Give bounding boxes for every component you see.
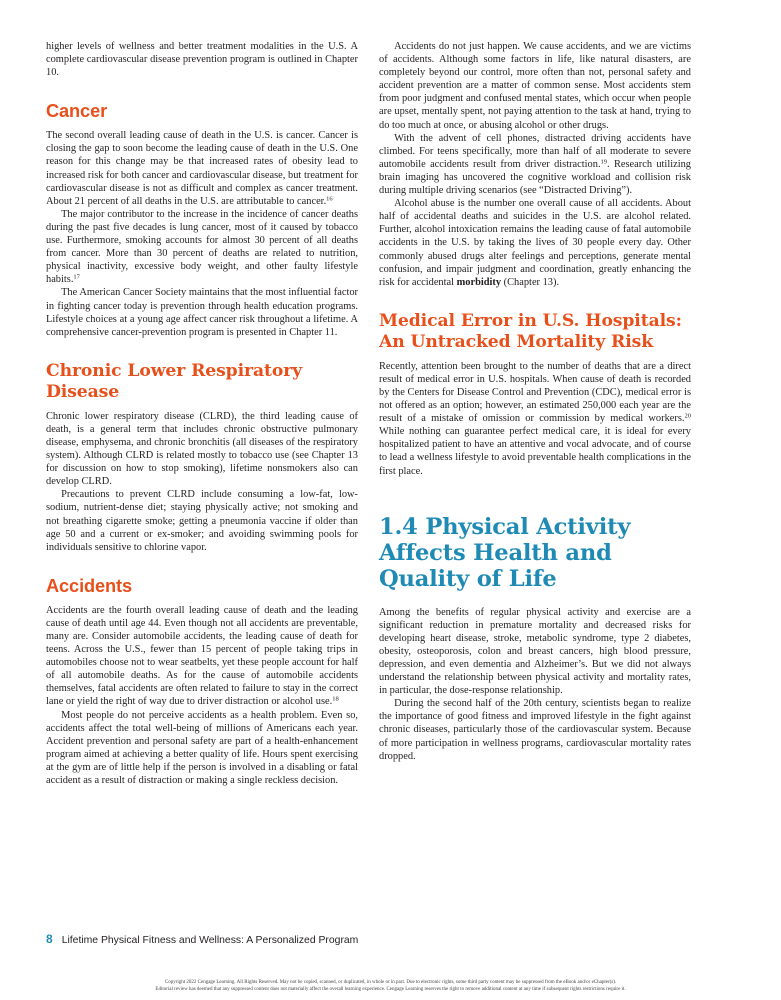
- medical-error-paragraph: Recently, attention been brought to the number of deaths that are a direct result of medical error in U.S. hospitals. When cause of death is recorded by the Centers for Disease Control and Prevention (CDC), medical error is not offered as an option; however, an estimated 250,000 each year are the result of a mistake of omission or commission by medical workers.$^{20}$ While nothing can guarantee perfect medical care, it is ideal for every hospitalized patient to have an attentive and vocal advocate, and of course to lead a wellness lifestyle to avoid preventable health complications in the first place.: [379, 360, 691, 477]
- clrd-paragraph-1: Chronic lower respiratory disease (CLRD), the third leading cause of death, is a general term that includes chronic obstructive pulmonary disease, emphysema, and chronic bronchitis (all diseases of the respiratory system). Although CLRD is related mostly to tobacco use (see Chapter 13 for discussion on how to stop smoking), lifetime nonsmokers also can develop CLRD.: [46, 410, 358, 488]
- accidents-paragraph-1: Accidents are the fourth overall leading cause of death and the leading cause of death until age 44. Even though not all accidents are preventable, many are. Consider automobile accidents, the leading cause of death for teens. Across the U.S., fewer than 15 percent of people taking trips in automobiles choose not to wear seatbelts, yet these people account for half of all automobile deaths. As for the cause of automobile accidents themselves, fatal accidents are often related to failure to stay in the correct lane or yield the right of way due to driver distraction or alcohol use.$^{18}$: [46, 604, 358, 708]
- cancer-paragraph-1: The second overall leading cause of death in the U.S. is cancer. Cancer is closing the gap to soon become the leading cause of death in the U.S. One reason for this change may be that increased rates of obesity lead to increased risk for both cancer and cardiovascular disease, but treatment for cardiovascular disease is not as difficult and complex as cancer treatment. About 21 percent of all deaths in the U.S. are attributable to cancer.$^{16}$: [46, 130, 358, 207]
- copyright-notice: [40, 979, 741, 993]
- clrd-heading: Chronic Lower Respiratory Disease: [46, 360, 303, 402]
- physical-activity-paragraph-2: During the second half of the 20th century, scientists began to realize the importance of good fitness and improved lifestyle in the fight against chronic diseases, particularly those of the cardiovascular system. Because of more participation in wellness programs, cardiovascular mortality rates dropped.: [379, 698, 691, 762]
- clrd-paragraph-2: Precautions to prevent CLRD include consuming a low-fat, low-sodium, nutrient-dense diet; staying physically active; not smoking and not breathing cigarette smoke; getting a pneumonia vaccine if older than age 50 and a current or ex-smoker; and avoiding swimming pools for individuals sensitive to chlorine vapor.: [46, 489, 358, 553]
- page-number: 8: [46, 932, 53, 946]
- citation-17: 17: [73, 273, 80, 281]
- cancer-paragraph-3: The American Cancer Society maintains that the most influential factor in fighting cancer today is prevention through health education programs. Lifestyle choices at a young age affect cancer risk throughout a lifetime. A comprehensive cancer-prevention program is presented in Chapter 11.: [46, 287, 358, 338]
- left-column: [46, 40, 358, 787]
- copyright-line-2: Editorial review has deemed that any suppressed content does not materially affect the overall learning experience. Cengage Learning reserves the right to remove additional content at any time if subsequent rights restrictions require it.: [155, 987, 626, 992]
- citation-16: 16: [326, 195, 333, 203]
- accidents-paragraph-4: With the advent of cell phones, distracted driving accidents have climbed. For teens specifically, more than half of all moderate to severe automobile accidents result from driver distraction.$^{19}$. Research utilizing brain imaging has uncovered the cognitive workload and collision risk during multiple driving scenarios (see “Distracted Driving”).: [379, 132, 691, 197]
- accidents-paragraph-5: Alcohol abuse is the number one overall cause of all accidents. About half of accidental deaths and suicides in the U.S. are alcohol related. Further, alcohol intoxication remains the leading cause of fatal automobile accidents in the U.S. by taking the lives of 30 people every day. Other commonly abused drugs alter feelings and perceptions, generate mental confusion, and impair judgment and coordination, greatly enhancing the risk for accidental morbidity (Chapter 13).: [379, 198, 691, 288]
- copyright-line-1: Copyright 2022 Cengage Learning. All Rights Reserved. May not be copied, scanned, or duplicated, in whole or in part. Due to electronic rights, some third party content may be suppressed from the eBook and/or eChapter(s).: [164, 980, 617, 985]
- book-title: Lifetime Physical Fitness and Wellness: A Personalized Program: [61, 935, 359, 946]
- morbidity-term: morbidity: [456, 276, 502, 288]
- accidents-paragraph-2: Most people do not perceive accidents as a health problem. Even so, accidents affect the total well-being of millions of Americans each year. Accident prevention and personal safety are part of a health-enhancement program aimed at achieving a better quality of life. Hours spent exercising at the gym are of little help if the person is involved in a disabling or fatal accident as a result of distraction or making a single reckless decision.: [46, 709, 358, 787]
- section-1-4-heading: 1.4 Physical Activity Affects Health and Quality of Life: [379, 513, 631, 592]
- cancer-paragraph-2: The major contributor to the increase in the incidence of cancer deaths during the past five decades is lung cancer, most of it caused by tobacco use. Furthermore, smoking accounts for almost 30 percent of all deaths from cancer. More than 30 percent of deaths are related to nutrition, physical inactivity, excessive body weight, and other faulty lifestyle habits.$^{17}$: [46, 208, 358, 286]
- page-footer: [46, 932, 358, 946]
- citation-20: 20: [684, 412, 691, 420]
- accidents-heading: Accidents: [46, 575, 133, 596]
- accidents-paragraph-3: Accidents do not just happen. We cause accidents, and we are victims of accidents. Although some factors in life, like natural disasters, are completely beyond our control, more often than not, personal safety and accident prevention are a matter of common sense. Most accidents stem from poor judgment and confused mental states, which occur when people are upset, mentally spent, not paying attention to the task at hand, trying to do too much at once, or abusing alcohol or other drugs.: [379, 41, 691, 131]
- cvd-continuation-paragraph: higher levels of wellness and better treatment modalities in the U.S. A complete cardiovascular disease prevention program is outlined in Chapter 10.: [46, 41, 358, 79]
- medical-error-heading: Medical Error in U.S. Hospitals: An Untracked Mortality Risk: [379, 310, 682, 352]
- citation-19: 19: [600, 158, 608, 166]
- cancer-heading: Cancer: [46, 101, 108, 122]
- physical-activity-paragraph-1: Among the benefits of regular physical activity and exercise are a significant reduction in premature mortality and decreased risks for developing heart disease, stroke, metabolic syndrome, type 2 diabetes, obesity, osteoporosis, colon and breast cancers, high blood pressure, depression, and even dementia and Alzheimer’s. But we did not always understand the relationship between physical activity and mortality rates, in particular, the dose-response relationship.: [379, 606, 691, 697]
- right-column: [379, 40, 691, 763]
- citation-18: 18: [332, 695, 339, 703]
